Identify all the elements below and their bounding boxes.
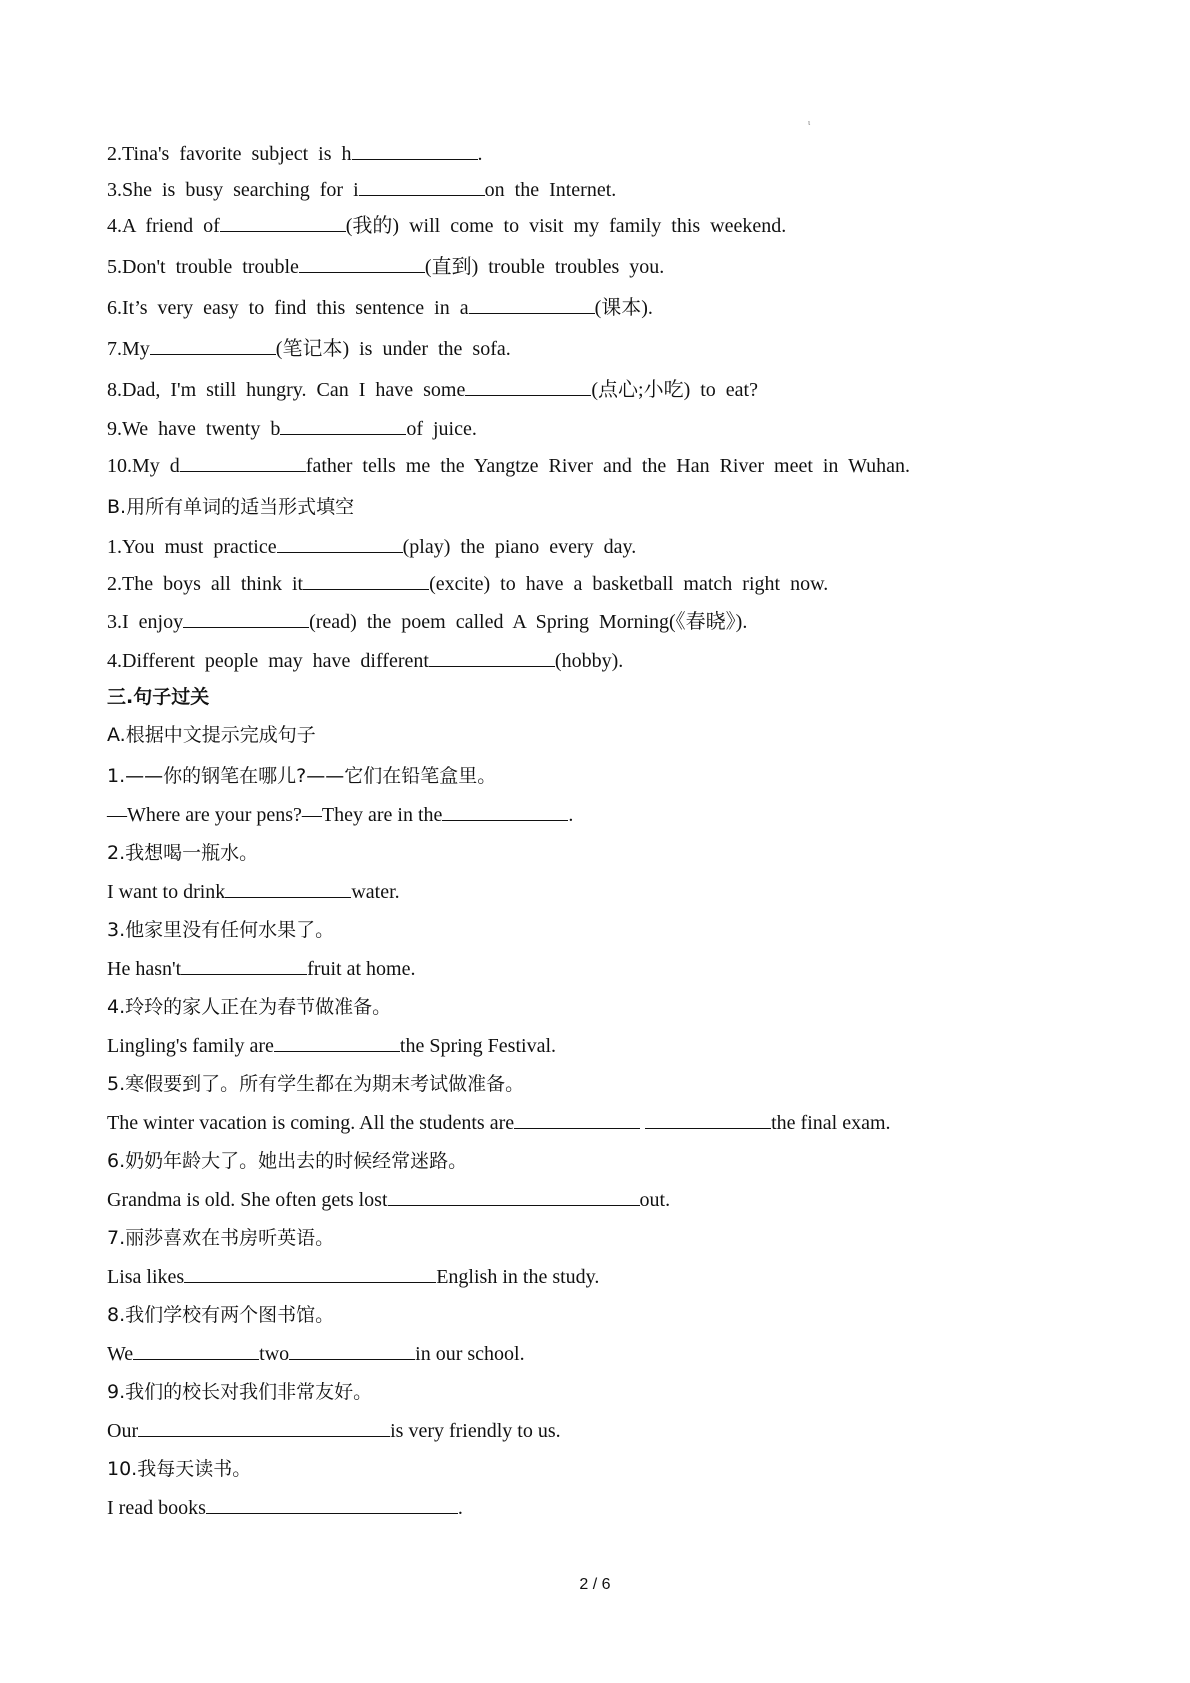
answer-blank[interactable]	[469, 296, 595, 314]
line-text: two	[259, 1343, 290, 1365]
line-text: 10.我每天读书。	[107, 1458, 252, 1480]
answer-blank[interactable]	[184, 1265, 436, 1283]
answer-blank[interactable]	[388, 1188, 640, 1206]
line-text: (我的) will come to visit my family this weekend.	[345, 215, 787, 237]
line-text: The winter vacation is coming. All the students are	[107, 1112, 515, 1134]
answer-blank[interactable]	[225, 880, 351, 898]
line-text: father tells me the Yangtze River and the Han River meet in Wuhan.	[305, 455, 911, 477]
line-text: (excite) to have a basketball match right now.	[429, 573, 829, 595]
section-b-question	[107, 647, 623, 675]
section-a-question	[107, 212, 786, 240]
line-text: Lisa likes	[107, 1266, 185, 1288]
part3-heading: 三.句子过关	[107, 686, 210, 708]
answer-blank[interactable]	[442, 803, 568, 821]
line-text: fruit at home.	[307, 958, 416, 980]
line-text: 4.A friend of	[107, 215, 220, 237]
line-text: I read books	[107, 1497, 206, 1519]
line-text: (hobby).	[554, 650, 624, 672]
line-text: 3.他家里没有任何水果了。	[107, 919, 335, 941]
part3-chinese-prompt	[107, 993, 391, 1021]
part3-english-sentence	[107, 801, 573, 829]
line-text: 1.——你的钢笔在哪儿?——它们在铅笔盒里。	[107, 765, 497, 787]
answer-blank[interactable]	[180, 454, 306, 472]
line-text: (笔记本) is under the sofa.	[275, 338, 511, 360]
part3-english-sentence	[107, 955, 415, 983]
line-text: (点心;小吃) to eat?	[591, 379, 758, 401]
line-text: water.	[351, 881, 400, 903]
line-text: .	[457, 1497, 463, 1519]
line-text: the final exam.	[771, 1112, 891, 1134]
line-text: 2.我想喝一瓶水。	[107, 842, 259, 864]
line-text: in our school.	[415, 1343, 525, 1365]
line-text: 6.It’s very easy to find this sentence in a	[107, 297, 469, 319]
part3-english-sentence	[107, 1494, 463, 1522]
answer-blank[interactable]	[220, 214, 346, 232]
line-text: 3.I enjoy	[107, 611, 184, 633]
part3-chinese-prompt	[107, 762, 496, 790]
answer-blank[interactable]	[277, 535, 403, 553]
answer-blank[interactable]	[465, 378, 591, 396]
part3-a-heading: A.根据中文提示完成句子	[107, 724, 316, 746]
line-text: He hasn't	[107, 958, 182, 980]
section-b-heading: B.用所有单词的适当形式填空	[107, 496, 355, 518]
part3-chinese-prompt	[107, 1455, 251, 1483]
answer-blank[interactable]	[181, 957, 307, 975]
line-text: 10.My d	[107, 455, 180, 477]
line-text: 2.Tina's favorite subject is h	[107, 143, 352, 165]
answer-blank[interactable]	[429, 649, 555, 667]
answer-blank[interactable]	[206, 1496, 458, 1514]
line-text: 3.She is busy searching for i	[107, 179, 359, 201]
section-a-question	[107, 253, 664, 281]
section-a-question	[107, 140, 483, 168]
answer-blank[interactable]	[150, 337, 276, 355]
line-text: 1.You must practice	[107, 536, 277, 558]
part3-chinese-prompt	[107, 839, 258, 867]
part3-english-sentence	[107, 1340, 525, 1368]
part3-english-sentence	[107, 1186, 670, 1214]
part3-chinese-prompt	[107, 1070, 524, 1098]
part3-chinese-prompt	[107, 1301, 334, 1329]
line-text: (课本).	[594, 297, 653, 319]
line-text: Our	[107, 1420, 139, 1442]
line-text: —Where are your pens?—They are in the	[107, 804, 443, 826]
section-a-question	[107, 176, 616, 204]
section-a-question	[107, 452, 910, 480]
section-b-question	[107, 533, 636, 561]
line-text: 8.Dad, I'm still hungry. Can I have some	[107, 379, 466, 401]
section-a-question	[107, 376, 758, 404]
part3-english-sentence	[107, 1263, 599, 1291]
answer-blank[interactable]	[514, 1111, 640, 1129]
part3-chinese-prompt	[107, 1224, 334, 1252]
line-text: Lingling's family are	[107, 1035, 274, 1057]
answer-blank[interactable]	[133, 1342, 259, 1360]
part3-english-sentence	[107, 878, 400, 906]
part3-chinese-prompt	[107, 1147, 467, 1175]
line-text: 7.丽莎喜欢在书房听英语。	[107, 1227, 335, 1249]
line-text: 7.My	[107, 338, 150, 360]
line-text: 4.Different people may have different	[107, 650, 429, 672]
page-number: 2 / 6	[579, 1576, 611, 1593]
part3-english-sentence	[107, 1032, 556, 1060]
answer-blank[interactable]	[183, 610, 309, 628]
line-text: the Spring Festival.	[399, 1035, 557, 1057]
part3-chinese-prompt	[107, 916, 334, 944]
section-a-question	[107, 294, 653, 322]
section-a-question	[107, 335, 511, 363]
line-text: We	[107, 1343, 134, 1365]
line-text: 5.寒假要到了。所有学生都在为期末考试做准备。	[107, 1073, 525, 1095]
part3-chinese-prompt	[107, 1378, 372, 1406]
line-text: (play) the piano every day.	[402, 536, 637, 558]
answer-blank[interactable]	[280, 417, 406, 435]
line-text: English in the study.	[436, 1266, 600, 1288]
line-text: 8.我们学校有两个图书馆。	[107, 1304, 335, 1326]
line-text: .	[568, 804, 574, 826]
line-text: Grandma is old. She often gets lost	[107, 1189, 388, 1211]
answer-blank[interactable]	[299, 255, 425, 273]
line-text: I want to drink	[107, 881, 226, 903]
line-text: is very friendly to us.	[390, 1420, 561, 1442]
line-text: 6.奶奶年龄大了。她出去的时候经常迷路。	[107, 1150, 468, 1172]
line-text: 5.Don't trouble trouble	[107, 256, 299, 278]
line-text: 2.The boys all think it	[107, 573, 304, 595]
part3-english-sentence	[107, 1109, 891, 1137]
answer-blank[interactable]	[289, 1342, 415, 1360]
line-text: 9.We have twenty b	[107, 418, 281, 440]
answer-blank[interactable]	[138, 1419, 390, 1437]
corner-mark: ι	[808, 118, 811, 127]
line-text: .	[477, 143, 483, 165]
answer-blank[interactable]	[359, 178, 485, 196]
line-text: of juice.	[406, 418, 477, 440]
line-text: (直到) trouble troubles you.	[424, 256, 665, 278]
answer-blank[interactable]	[645, 1111, 771, 1129]
section-b-question	[107, 608, 747, 636]
line-text: 4.玲玲的家人正在为春节做准备。	[107, 996, 392, 1018]
line-text: 9.我们的校长对我们非常友好。	[107, 1381, 373, 1403]
answer-blank[interactable]	[352, 142, 478, 160]
section-b-question	[107, 570, 828, 598]
line-text: out.	[639, 1189, 671, 1211]
section-a-question	[107, 415, 477, 443]
line-text: (read) the poem called A Spring Morning(《春晓》).	[309, 611, 748, 633]
line-text: on the Internet.	[484, 179, 617, 201]
part3-english-sentence	[107, 1417, 561, 1445]
answer-blank[interactable]	[303, 572, 429, 590]
answer-blank[interactable]	[274, 1034, 400, 1052]
